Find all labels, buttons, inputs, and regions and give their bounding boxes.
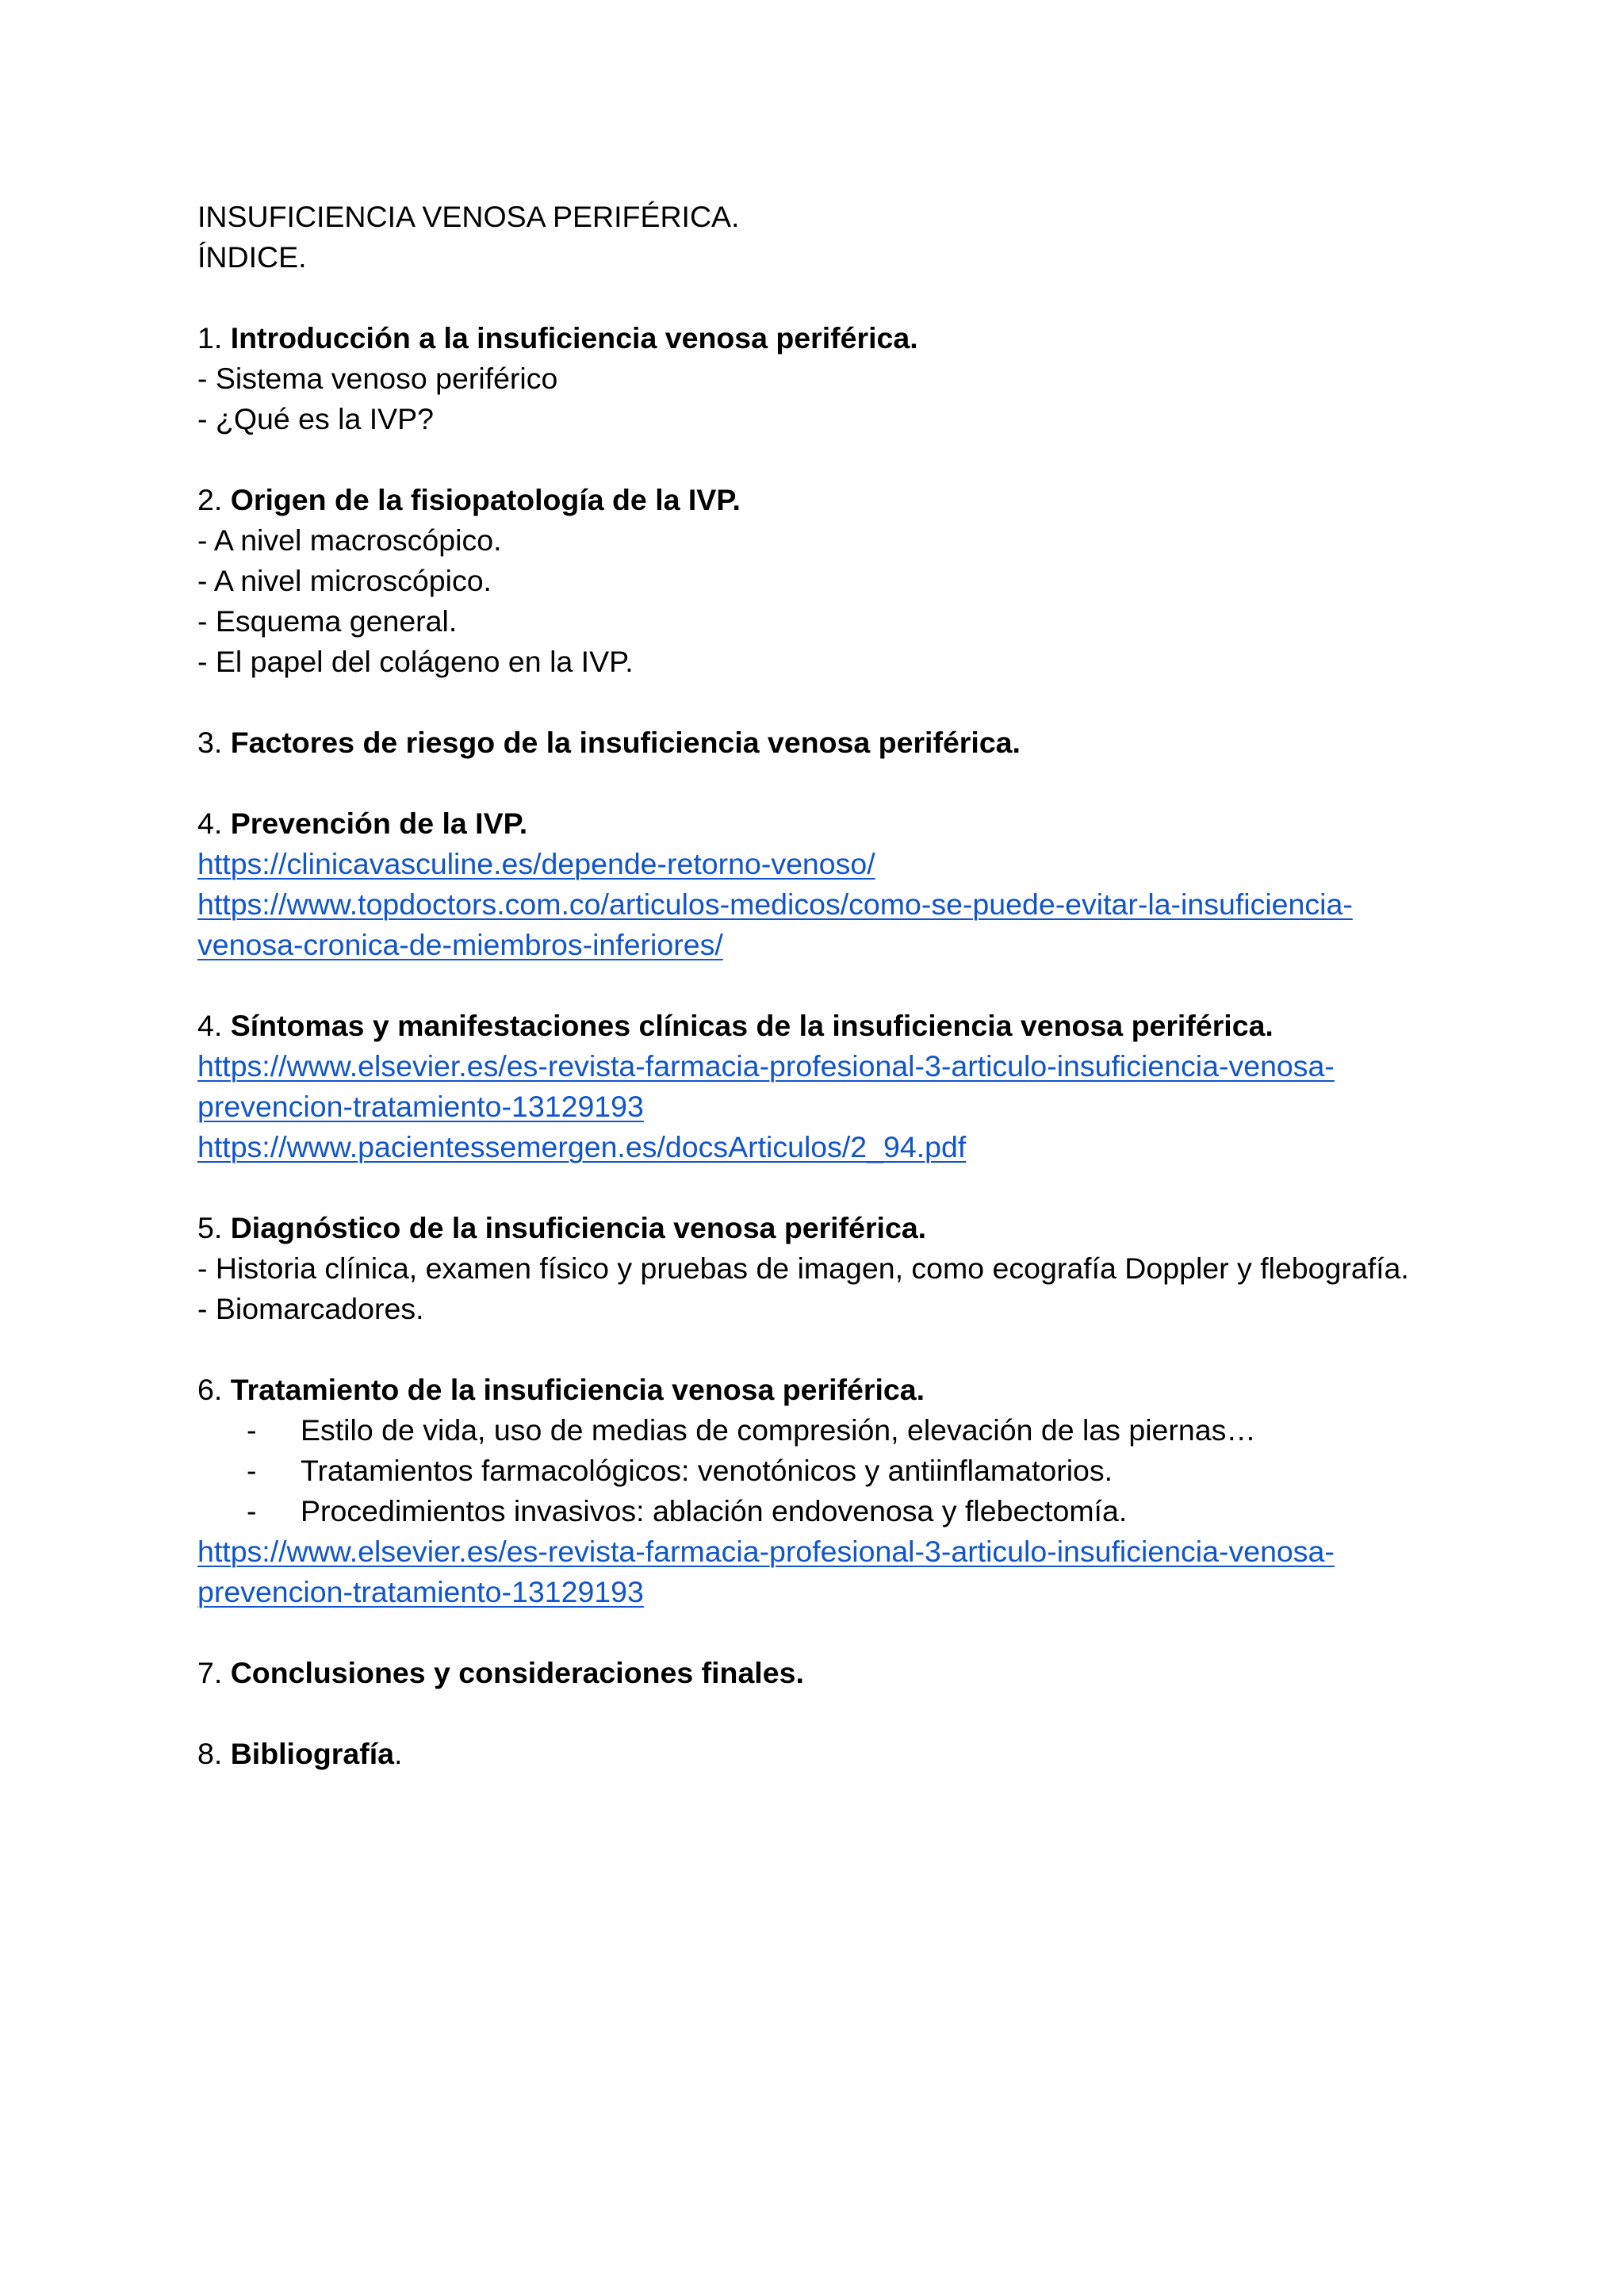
section-heading-5 xyxy=(197,1208,1450,1248)
list-item: - El papel del colágeno en la IVP. xyxy=(197,645,634,678)
bullet-item xyxy=(197,1410,1450,1451)
section-heading-7 xyxy=(197,1653,1450,1693)
reference-link[interactable]: https://www.topdoctors.com.co/articulos-medicos/como-se-puede-evitar-la-insuficiencia- xyxy=(197,887,1353,921)
reference-link[interactable]: https://www.elsevier.es/es-revista-farmacia-profesional-3-articulo-insuficiencia-venosa- xyxy=(197,1535,1335,1568)
list-item: - Sistema venoso periférico xyxy=(197,362,558,395)
reference-link-continued[interactable]: prevencion-tratamiento-13129193 xyxy=(197,1575,644,1608)
section-heading-1 xyxy=(197,318,1450,358)
document-title: INSUFICIENCIA VENOSA PERIFÉRICA. xyxy=(197,200,740,233)
list-item: - ¿Qué es la IVP? xyxy=(197,402,435,435)
section-number: 8. xyxy=(197,1737,231,1770)
section-heading-8 xyxy=(197,1734,1450,1774)
spacer xyxy=(197,1167,1450,1208)
section-number: 7. xyxy=(197,1656,231,1689)
spacer xyxy=(197,763,1450,803)
reference-link[interactable]: https://clinicavasculine.es/depende-retorno-venoso/ xyxy=(197,847,875,880)
section-title: Síntomas y manifestaciones clínicas de la insuficiencia venosa periférica. xyxy=(230,1009,1274,1042)
document-page xyxy=(197,197,1450,1774)
document-subtitle: ÍNDICE. xyxy=(197,240,307,274)
reference-link[interactable]: https://www.pacientessemergen.es/docsArticulos/2_94.pdf xyxy=(197,1130,967,1163)
list-item: - Biomarcadores. xyxy=(197,1292,424,1325)
section-trailing-punctuation: . xyxy=(393,1737,403,1770)
section-heading-6 xyxy=(197,1370,1450,1410)
reference-link[interactable]: https://www.elsevier.es/es-revista-farmacia-profesional-3-articulo-insuficiencia-venosa- xyxy=(197,1049,1335,1083)
bullet-item xyxy=(197,1451,1450,1491)
bullet-text: Tratamientos farmacológicos: venotónicos y antiinflamatorios. xyxy=(301,1454,1113,1487)
section-number: 2. xyxy=(197,483,231,516)
section-number: 4. xyxy=(197,1009,231,1042)
section-heading-4b xyxy=(197,1006,1450,1046)
list-item: - Esquema general. xyxy=(197,604,458,638)
list-item: - Historia clínica, examen físico y pruebas de imagen, como ecografía Doppler y flebografía. xyxy=(197,1251,1409,1285)
section-number: 6. xyxy=(197,1373,231,1406)
spacer xyxy=(197,1329,1450,1370)
spacer xyxy=(197,1693,1450,1734)
spacer xyxy=(197,278,1450,318)
section-title: Introducción a la insuficiencia venosa periférica. xyxy=(230,321,918,355)
spacer xyxy=(197,682,1450,723)
bullet-text: Estilo de vida, uso de medias de compresión, elevación de las piernas… xyxy=(301,1413,1256,1447)
bullet-marker: - xyxy=(247,1494,257,1527)
section-title: Bibliografía xyxy=(230,1737,394,1770)
spacer xyxy=(197,439,1450,480)
section-number: 3. xyxy=(197,726,231,759)
section-title: Tratamiento de la insuficiencia venosa periférica. xyxy=(230,1373,925,1406)
section-heading-4a xyxy=(197,803,1450,844)
section-title: Factores de riesgo de la insuficiencia venosa periférica. xyxy=(230,726,1021,759)
reference-link-continued[interactable]: venosa-cronica-de-miembros-inferiores/ xyxy=(197,928,723,961)
section-number: 4. xyxy=(197,807,231,840)
spacer xyxy=(197,1612,1450,1653)
bullet-marker: - xyxy=(247,1413,257,1447)
reference-link-continued[interactable]: prevencion-tratamiento-13129193 xyxy=(197,1090,644,1123)
section-heading-2 xyxy=(197,480,1450,520)
section-title: Prevención de la IVP. xyxy=(230,807,528,840)
bullet-text: Procedimientos invasivos: ablación endovenosa y flebectomía. xyxy=(301,1494,1128,1527)
section-title: Origen de la fisiopatología de la IVP. xyxy=(230,483,741,516)
bullet-marker: - xyxy=(247,1454,257,1487)
list-item: - A nivel microscópico. xyxy=(197,564,492,597)
section-number: 5. xyxy=(197,1211,231,1244)
section-heading-3 xyxy=(197,723,1450,763)
section-number: 1. xyxy=(197,321,231,355)
bullet-item xyxy=(197,1491,1450,1531)
section-title: Diagnóstico de la insuficiencia venosa periférica. xyxy=(230,1211,927,1244)
spacer xyxy=(197,965,1450,1006)
list-item: - A nivel macroscópico. xyxy=(197,523,502,557)
section-title: Conclusiones y consideraciones finales. xyxy=(230,1656,804,1689)
